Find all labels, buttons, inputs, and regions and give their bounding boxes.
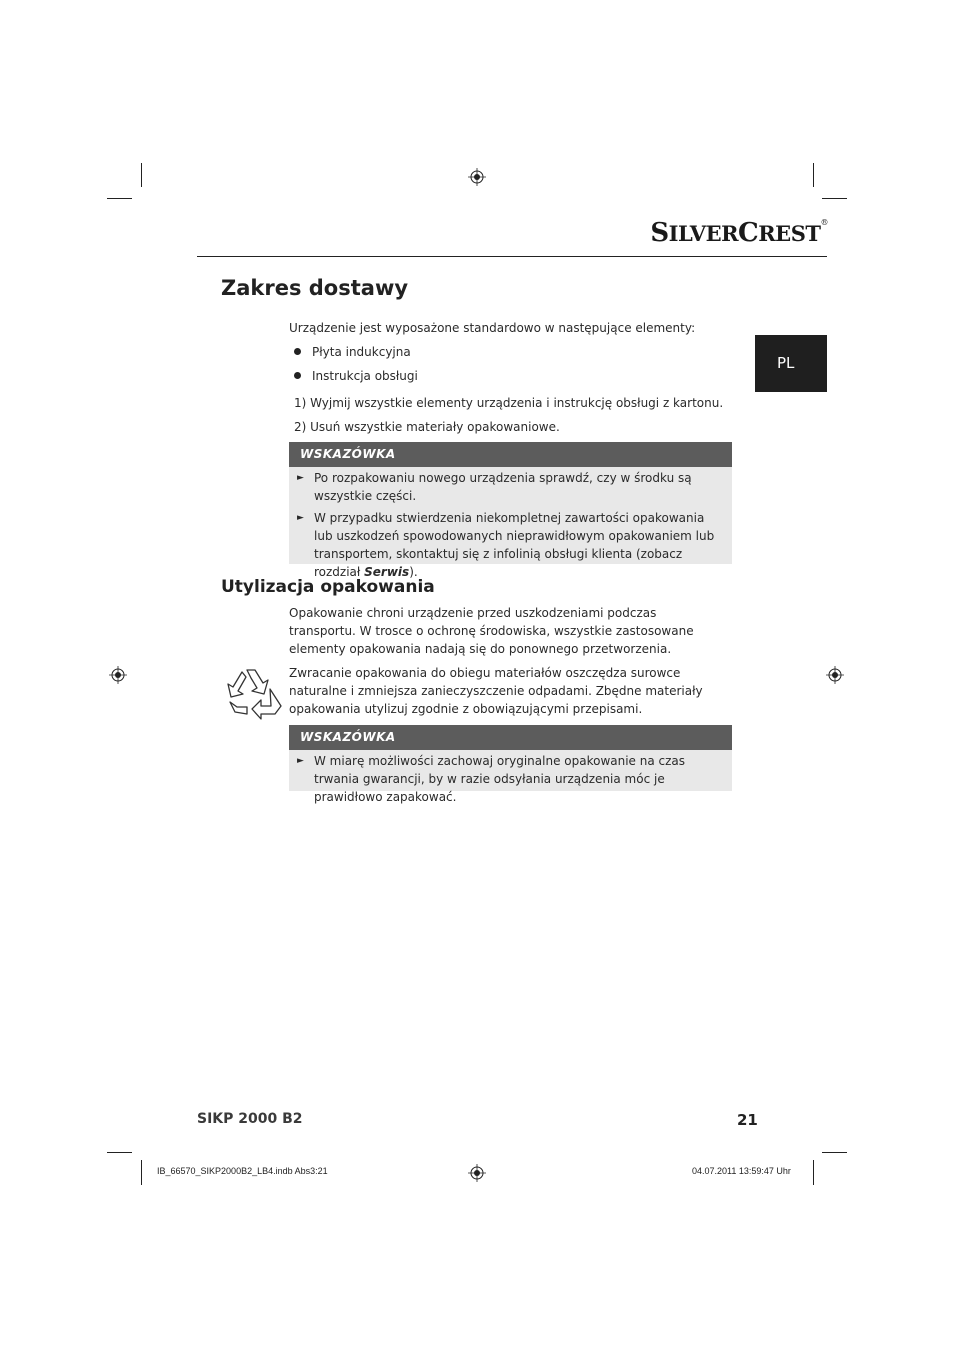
arrow-right-icon: ►: [297, 473, 304, 483]
crop-mark: [107, 198, 132, 199]
registration-mark-icon: [468, 1164, 486, 1182]
intro-text: Urządzenie jest wyposażone standardowo w następujące elementy:: [289, 321, 696, 335]
registration-mark-icon: [826, 666, 844, 684]
print-slug: IB_66570_SIKP2000B2_LB4.indb Abs3:21: [157, 1166, 328, 1176]
note-heading: WSKAZÓWKA: [289, 442, 732, 467]
arrow-right-icon: ►: [297, 513, 304, 523]
crop-mark: [822, 198, 847, 199]
step-item: 1) Wyjmij wszystkie elementy urządzenia i instrukcję obsługi z kartonu.: [294, 396, 724, 410]
section-title: Zakres dostawy: [221, 276, 409, 300]
paragraph: Zwracanie opakowania do obiegu materiałów oszczędza surowce naturalne i zmniejsza zanieczyszczenie odpadami. Zbędne materiały opakowania utylizuj zgodnie z obowiązującymi przepisami.: [289, 666, 703, 716]
crop-mark: [141, 1160, 142, 1185]
bullet-icon: [294, 372, 301, 379]
arrow-right-icon: ►: [297, 756, 304, 766]
print-timestamp: 04.07.2011 13:59:47 Uhr: [692, 1166, 791, 1176]
note-item: ► W miarę możliwości zachowaj oryginalne opakowanie na czas trwania gwarancji, by w razie odsyłania urządzenia móc je prawidłowo zapakować.: [297, 754, 686, 804]
crop-mark: [813, 163, 814, 187]
registration-mark-icon: [468, 168, 486, 186]
crop-mark: [813, 1160, 814, 1185]
crop-mark: [822, 1152, 847, 1153]
bullet-icon: [294, 348, 301, 355]
section-title: Utylizacja opakowania: [221, 577, 435, 597]
list-item: Instrukcja obsługi: [312, 369, 418, 383]
recycle-icon: [225, 664, 285, 720]
note-box: [289, 725, 732, 804]
crop-mark: [107, 1152, 132, 1153]
note-item: ► Po rozpakowaniu nowego urządzenia sprawdź, czy w środku są wszystkie części.: [297, 471, 692, 503]
registration-mark-icon: [109, 666, 127, 684]
step-item: 2) Usuń wszystkie materiały opakowaniowe.: [294, 420, 560, 434]
page-number: 21: [737, 1111, 758, 1129]
note-box: [289, 442, 732, 579]
model-name: SIKP 2000 B2: [197, 1111, 303, 1127]
header-rule: [197, 256, 827, 257]
language-tab: PL: [755, 335, 827, 392]
note-item: ► W przypadku stwierdzenia niekompletnej zawartości opakowania lub uszkodzeń spowodowanych nieprawidłowym opakowaniem lub transportem, skontaktuj się z infolinią obsługi klienta (zobacz rozdział Serwis).: [297, 511, 715, 579]
chapter-reference: Serwis: [364, 565, 410, 579]
note-heading: WSKAZÓWKA: [289, 725, 732, 750]
crop-mark: [141, 163, 142, 187]
paragraph: Opakowanie chroni urządzenie przed uszkodzeniami podczas transportu. W trosce o ochronę środowiska, wszystkie zastosowane elementy opakowania nadają się do ponownego przetworzenia.: [289, 606, 694, 656]
list-item: Płyta indukcyjna: [312, 345, 411, 359]
brand-logo: SILVERCREST®: [650, 218, 828, 248]
